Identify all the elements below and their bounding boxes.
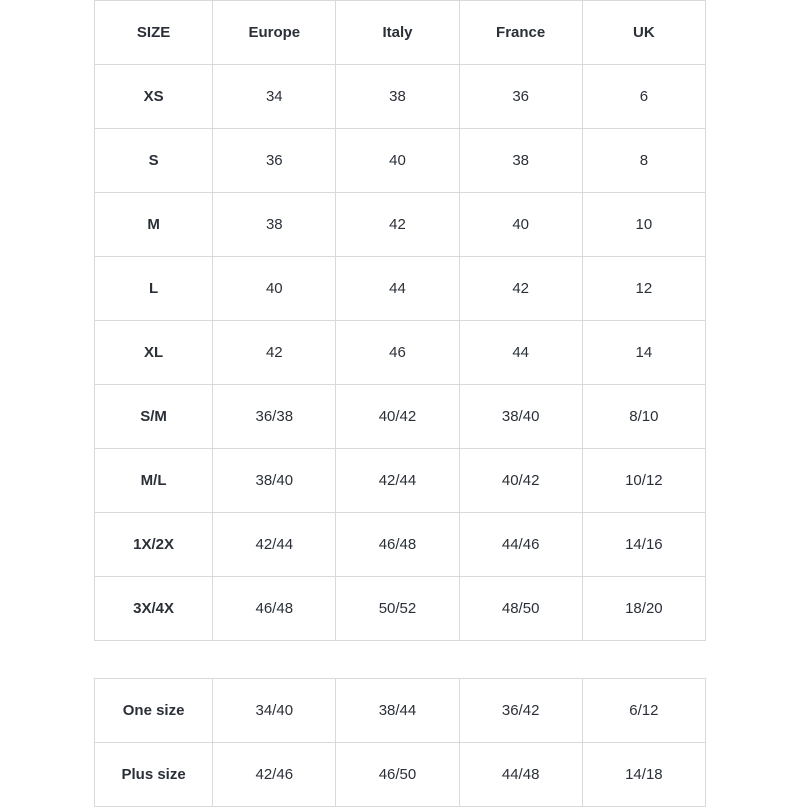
cell-uk: 18/20 [582,577,705,641]
cell-italy: 46/48 [336,513,459,577]
table-body [95,65,706,641]
cell-size: L [95,257,213,321]
cell-uk: 14 [582,321,705,385]
table-row [95,679,706,743]
column-header-italy: Italy [336,1,459,65]
cell-size: S/M [95,385,213,449]
cell-italy: 40 [336,129,459,193]
cell-uk: 12 [582,257,705,321]
table-row [95,385,706,449]
cell-uk: 8/10 [582,385,705,449]
cell-europe: 40 [213,257,336,321]
table-row [95,257,706,321]
cell-italy: 46 [336,321,459,385]
cell-uk: 10/12 [582,449,705,513]
cell-italy: 42 [336,193,459,257]
table-row [95,193,706,257]
cell-uk: 14/18 [582,743,705,807]
table-header-row [95,1,706,65]
cell-size: M/L [95,449,213,513]
cell-france: 44/48 [459,743,582,807]
table-row [95,513,706,577]
table-row [95,65,706,129]
cell-uk: 6/12 [582,679,705,743]
cell-france: 38 [459,129,582,193]
cell-france: 36/42 [459,679,582,743]
cell-italy: 44 [336,257,459,321]
cell-france: 40/42 [459,449,582,513]
cell-italy: 46/50 [336,743,459,807]
cell-uk: 6 [582,65,705,129]
table-body [95,679,706,807]
table-row [95,321,706,385]
cell-size: XL [95,321,213,385]
cell-france: 44/46 [459,513,582,577]
table-row [95,129,706,193]
cell-europe: 38 [213,193,336,257]
cell-europe: 42/44 [213,513,336,577]
column-header-size: SIZE [95,1,213,65]
cell-size: 1X/2X [95,513,213,577]
cell-italy: 50/52 [336,577,459,641]
cell-europe: 46/48 [213,577,336,641]
cell-italy: 38/44 [336,679,459,743]
table-row [95,743,706,807]
cell-europe: 34 [213,65,336,129]
cell-france: 44 [459,321,582,385]
table-header [95,1,706,65]
cell-uk: 8 [582,129,705,193]
cell-italy: 38 [336,65,459,129]
cell-france: 36 [459,65,582,129]
size-conversion-table [94,0,706,641]
cell-size: 3X/4X [95,577,213,641]
cell-europe: 36 [213,129,336,193]
table-row [95,577,706,641]
cell-size: XS [95,65,213,129]
cell-france: 42 [459,257,582,321]
table-row [95,449,706,513]
cell-europe: 42 [213,321,336,385]
column-header-uk: UK [582,1,705,65]
cell-france: 40 [459,193,582,257]
cell-france: 48/50 [459,577,582,641]
cell-size: M [95,193,213,257]
cell-europe: 42/46 [213,743,336,807]
cell-europe: 38/40 [213,449,336,513]
cell-uk: 10 [582,193,705,257]
one-size-table [94,678,706,807]
cell-europe: 34/40 [213,679,336,743]
cell-size: One size [95,679,213,743]
cell-france: 38/40 [459,385,582,449]
cell-italy: 40/42 [336,385,459,449]
column-header-france: France [459,1,582,65]
cell-size: S [95,129,213,193]
cell-size: Plus size [95,743,213,807]
cell-europe: 36/38 [213,385,336,449]
cell-uk: 14/16 [582,513,705,577]
column-header-europe: Europe [213,1,336,65]
cell-italy: 42/44 [336,449,459,513]
